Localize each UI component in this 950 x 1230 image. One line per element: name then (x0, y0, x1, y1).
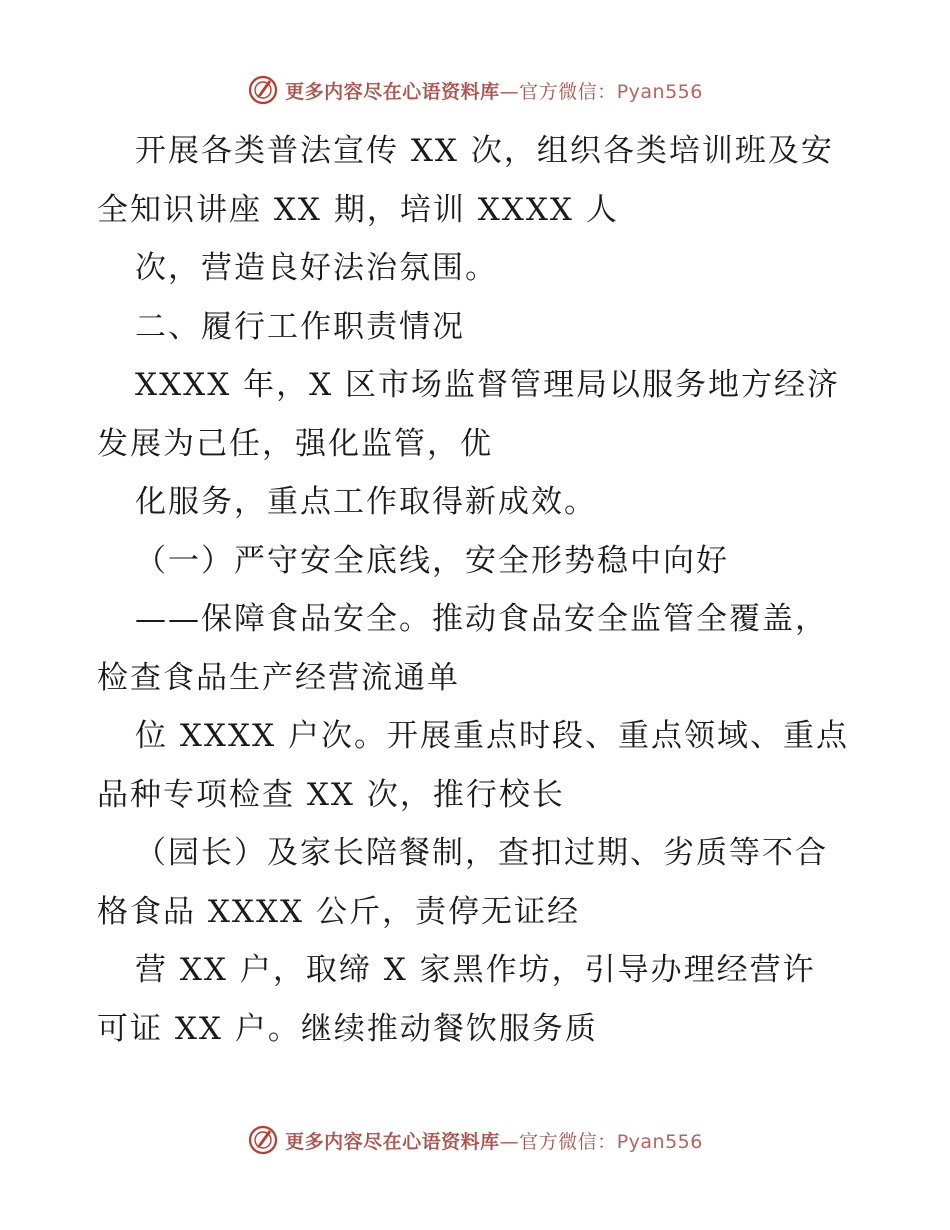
body-text-line: 二、履行工作职责情况 (135, 308, 465, 345)
banner-dash: — (499, 1130, 520, 1153)
banner-brand-text: 更多内容尽在心语资料库 (285, 1130, 500, 1153)
body-text-line: 格食品 XXXX 公斤，责停无证经 (97, 893, 580, 930)
banner-dash: — (499, 80, 520, 103)
body-text-line: 品种专项检查 XX 次，推行校长 (97, 776, 565, 813)
body-text-line: ——保障食品安全。推动食品安全监管全覆盖， (135, 601, 828, 637)
banner-text (285, 1127, 703, 1154)
body-text-line: 检查食品生产经营流通单 (97, 659, 460, 696)
banner-brand-text: 更多内容尽在心语资料库 (285, 80, 500, 103)
body-text-line: 开展各类普法宣传 XX 次，组织各类培训班及安 (135, 133, 834, 169)
body-text-line: （一）严守安全底线，安全形势稳中向好 (135, 542, 729, 579)
banner-contact-id: Pyan556 (616, 1130, 703, 1153)
header-banner (0, 70, 950, 110)
document-body (97, 122, 857, 1058)
banner-contact-label: 官方微信： (519, 80, 617, 103)
body-text-line: 位 XXXX 户次。开展重点时段、重点领域、重点 (135, 718, 849, 754)
pen-logo-icon (247, 74, 279, 106)
body-text-line: 营 XX 户，取缔 X 家黑作坊，引导办理经营许 (135, 952, 816, 988)
body-text-line: XXXX 年，X 区市场监督管理局以服务地方经济 (135, 367, 841, 403)
body-text-line: 全知识讲座 XX 期，培训 XXXX 人 (97, 191, 619, 228)
banner-contact-label: 官方微信： (519, 1130, 617, 1153)
footer-banner (0, 1120, 950, 1160)
body-text-line: 次，营造良好法治氛围。 (135, 250, 498, 286)
body-text-line: 化服务，重点工作取得新成效。 (135, 484, 597, 520)
banner-contact-id: Pyan556 (616, 80, 703, 103)
body-text-line: 可证 XX 户。继续推动餐饮服务质 (97, 1010, 598, 1047)
banner-text (285, 77, 703, 104)
body-text-line: 发展为己任，强化监管，优 (97, 425, 493, 462)
body-text-line: （园长）及家长陪餐制，查扣过期、劣质等不合 (135, 835, 828, 871)
pen-logo-icon (247, 1124, 279, 1156)
